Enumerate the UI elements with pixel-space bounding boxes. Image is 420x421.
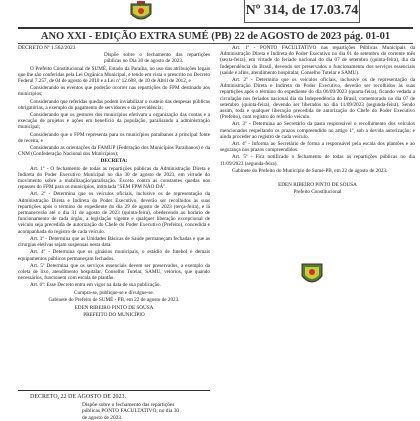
article-2: Art. 2º - Determina que os veículos oficiais, inclusive os de representação da Administração Direta e Indireta do Poder Executivo, deverão ser recolhidos às suas repartições após o término do expediente do dia 29 de agosto de 2023 (terça-feira), e lá permanecerão até o dia 31 de agosto de 2023 (quinta-feira), obedecendo ao horário de funcionamento de cada órgão, a legislação vigente e qualquer liberação excepcional de veículo seja precedida de autorização do Chefe do Poder Executivo (Prefeito), concedida e acompanhada do registro de cada veículo.	[18, 191, 210, 235]
right-signer-role: Prefeito Constitucional	[293, 189, 342, 196]
signer-role: PREFEITO DO MUNICÍPIO	[83, 312, 145, 319]
issue-number-box	[244, 0, 360, 23]
municipal-coat-of-arms-logo	[128, 0, 154, 24]
second-decree-summary: Dispõe sobre o fechamento das repartições públicas PONTO FACULTATIVO, no dia 30 de agosto de 2023.	[82, 402, 180, 421]
issue-number: Nº 314, de 17.03.74	[245, 3, 359, 18]
left-column	[18, 45, 210, 319]
article-5: Art. 5º Determina que os serviços essenciais devem ser preservados, a exemplo da coleta de lixo, atendimento hospitalar, Conselho Tutelar, SAMU, velórios, que quando necessários, funcionem com escala de plantão.	[18, 262, 210, 282]
consideration-2: Considerando que referidas quedas podem inviabilizar o custeio das despesas públicas obrigatórias, a exemplo do pagamento de servidores e da previdência;	[18, 98, 210, 111]
right-article-2: Art. 2º - Determina que os veículos oficiais, inclusive os de representação da Administração Direta e Indireta do Poder Executivo, deverão ser recolhidos às suas repartições após o término do expediente do dia 06/09/2023 (quarta-feira), ficando vedada a circulação nos feriados nacional dia da Independência do Brasil, comemorado no dia 07 de setembro (quinta-feira), devendo ser liberados no dia 11/09/2023 (segunda-feira). Sendo assim, toda e qualquer liberação precedida de autorização do Chefe do Poder Executivo (Prefeito), com registro do referido veículo.	[220, 77, 415, 121]
consideration-4: Considerando que o FPM representa para os municípios paraibanos a principal fonte de receita, e	[18, 131, 210, 144]
second-decree-header: DECRETO, 22 DE AGOSTO DE 2023.	[30, 394, 126, 400]
municipal-emblem-icon	[298, 260, 326, 288]
decree-preamble: O Prefeito Constitucional de SUMÉ, Estado da Paraíba, no uso das atribuições legais que lhe são conferidas pela Lei Orgânica Municipal, e tendo em vista o prescrito no Decreto Federal 7.257, de 04 de agosto de 2010 e a Lei nº 12.608, de 10 de Abril de 2012, e	[18, 65, 210, 85]
right-article-1: Art. 1º - PONTO FACULTATIVO nas repartições Públicas Municipais da Administração Direta e Indireta do Poder Executivo no dia 01 de setembro do corrente mês (sexta-feira), em virtude do feriado nacional do dia 07 de setembro (quinta-feira), dia da Independência do Brasil, devendo ser preservados o funcionamento dos serviços essenciais (saúde e afins, atendimento hospitalar, Conselho Tutelar e SAMU).	[220, 45, 415, 76]
decree-summary: Dispõe sobre o fechamento das repartições públicas no Dia 30 de agosto de 2023.	[104, 52, 210, 65]
right-article-4: Art. 4º - Informa ao Secretário de forma a responsável pela escala dos plantões e ao segurança nos prazos compreendidos.	[220, 141, 415, 154]
right-article-3: Art. 3º - Determina ao Secretário da pasta responsável o recolhimento dos veículos mencionados respeitando os prazos compreendido no artigo 1º, sob a devida autorização; e ainda proceder ao registro de cada veículo.	[220, 121, 415, 140]
article-6: Art. 6º: Esse Decreto entra em vigor na data de sua publicação.	[30, 282, 161, 289]
publish-note: Cumpra-se, publique-se e divulgue-se.	[74, 289, 154, 296]
edition-banner: ANO XXI - EDIÇÃO EXTRA SUMÉ (PB) 22 de AGOSTO de 2023 pág. 01-01	[18, 27, 413, 44]
right-gabinete-date: Gabinete do Prefeito do Município de Sumé-PB, em 22 de agosto de 2023.	[232, 167, 388, 174]
decree-number: DECRETO Nº 1.562/2023	[18, 45, 76, 51]
right-column	[220, 45, 415, 196]
gabinete-date: Gabinete do Prefeito de SUMÉ - PB, em 22 de agosto de 2023.	[48, 296, 180, 303]
article-4: Art. 4º - Determina que os ginásios municipais, o estádio de futebol e demais equipamentos públicos permaneçam fechados.	[18, 249, 210, 262]
right-article-5: Art. 5º - Fica notificado o fechamento de todas as repartições públicas no dia 11/09/2023 (segunda-feira).	[220, 154, 415, 167]
right-signer-name: EDEN RIBEIRO PINTO DE SOUSA	[278, 182, 357, 189]
article-3: Art. 3º - Determina que as Unidades Básicas de Saúde permaneçam fechadas e que as cirurgias eletivas sejam suspensas nesta data.	[18, 235, 210, 249]
consideration-1: Considerando os eventos que poderão ocorrer nas repartições do FPM destinado aos municípios;	[18, 85, 210, 98]
decreta-heading: DECRETA:	[100, 158, 128, 165]
signer-name: EDEN RIBEIRO PINTO DE SOUSA	[74, 304, 154, 311]
consideration-3: Considerando que os gestores dos municípios efetivam a organização das contas e a execução de projetos e ações em benefício da população, paralisando a administração municipal;	[18, 112, 210, 131]
article-1: Art. 1º - O fechamento de todas as repartições públicas da Administração Direta e Indireta do Poder Executivo Municipal no dia 30 de agosto de 2023, em virtude do movimento sobre a mobilização/paralisação. Exceto contra as constantes quedas nos repasses do FPM para os municípios, intitulada "SEM FPM NÃO DÁ".	[18, 165, 210, 191]
consideration-5: Considerando as orientações da FAMUP (Federação dos Municípios Paraibanos) e da CNM (Confederação Nacional dos Municípios);	[18, 145, 210, 158]
decree-separator	[18, 390, 210, 391]
